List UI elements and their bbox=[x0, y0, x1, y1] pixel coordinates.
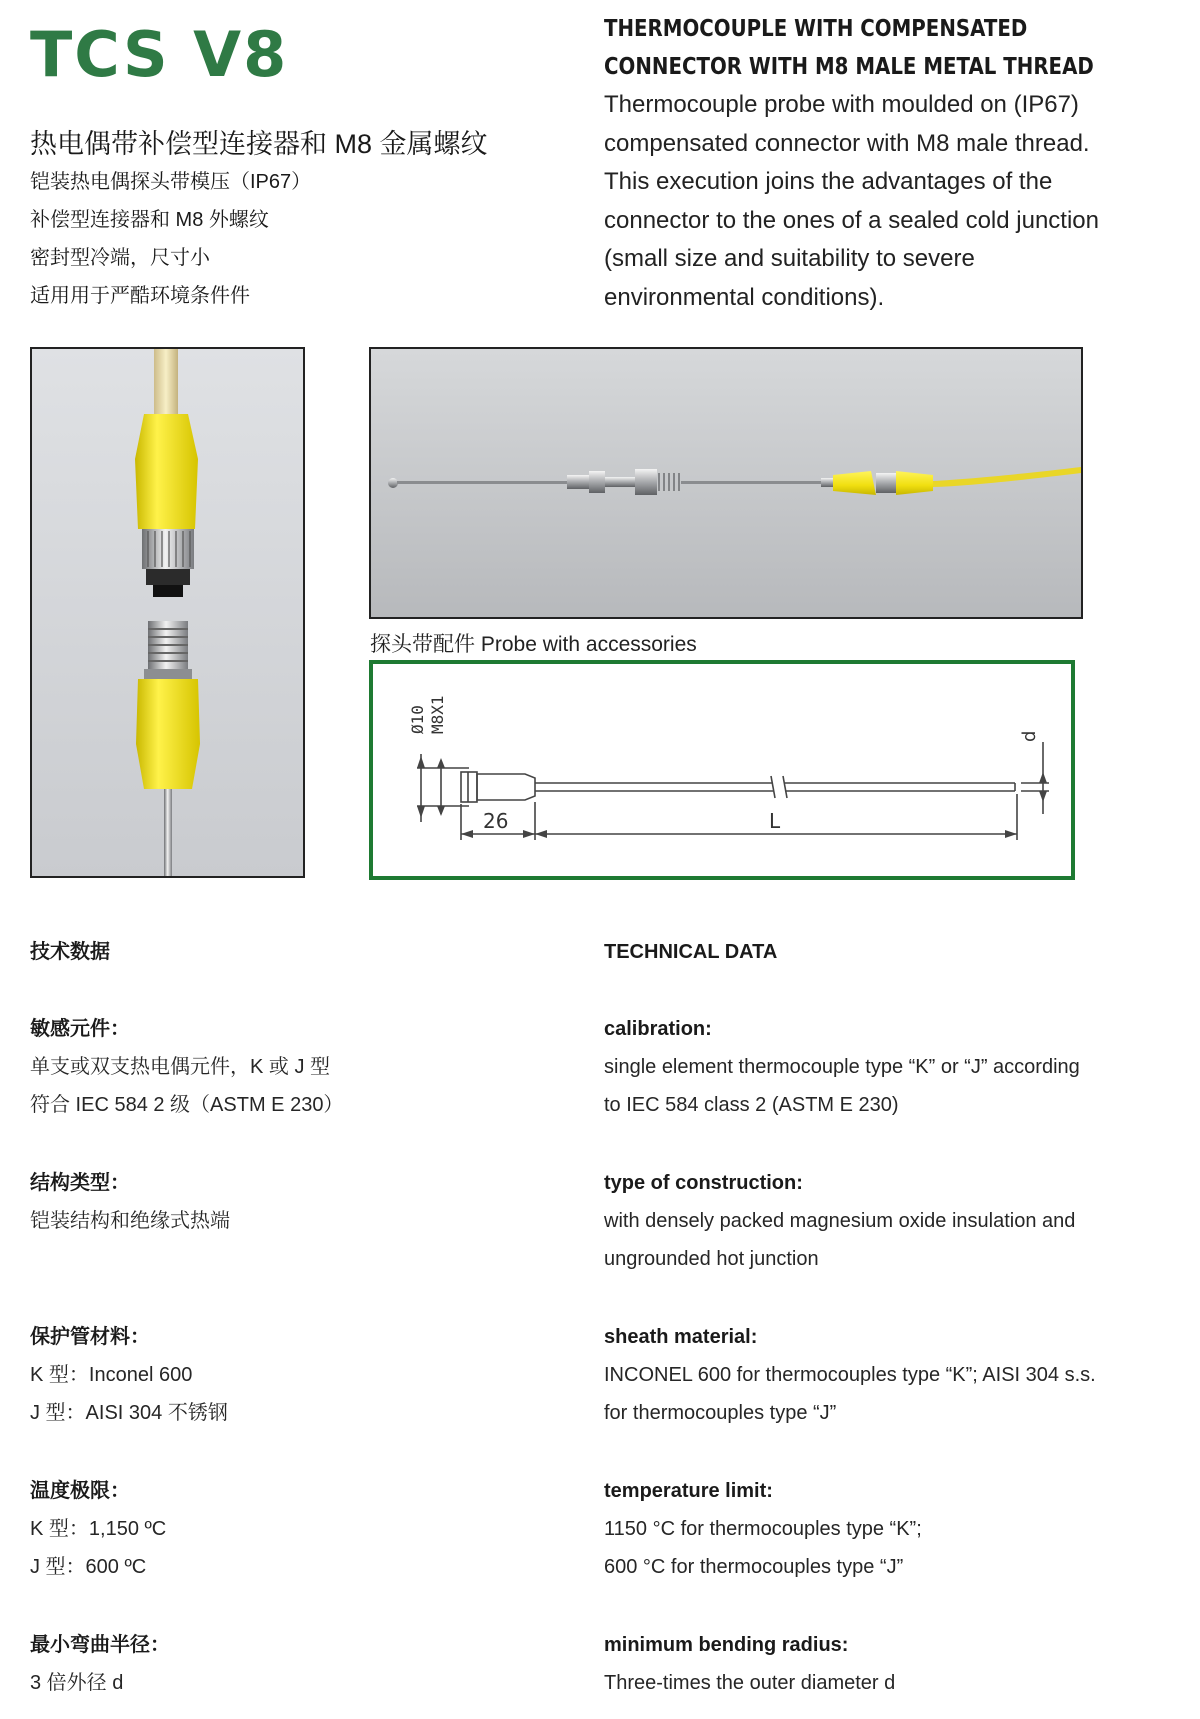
probe-full-photo bbox=[369, 347, 1083, 619]
product-title: TCS V8 bbox=[30, 18, 289, 91]
en-description-line: environmental conditions). bbox=[604, 283, 885, 311]
en-description bbox=[604, 86, 1184, 317]
spec-value: single element thermocouple type “K” or “J” according bbox=[604, 1056, 1080, 1078]
drawing-label-L: L bbox=[769, 809, 781, 833]
spec-label: 敏感元件： bbox=[30, 1018, 130, 1040]
spec-value: 符合 IEC 584 2 级（ASTM E 230） bbox=[30, 1094, 344, 1116]
spec-value: 单支或双支热电偶元件，K 或 J 型 bbox=[30, 1056, 331, 1078]
spec-value: to IEC 584 class 2 (ASTM E 230) bbox=[604, 1094, 899, 1116]
photo-caption: 探头带配件 Probe with accessories bbox=[370, 633, 697, 656]
cn-description-line: 铠装热电偶探头带模压（IP67） bbox=[30, 171, 312, 193]
spec-value: K 型：Inconel 600 bbox=[30, 1364, 193, 1386]
spec-label: minimum bending radius: bbox=[604, 1634, 849, 1656]
en-description-line: (small size and suitability to severe bbox=[604, 245, 975, 272]
cn-spec-temperature bbox=[30, 1472, 570, 1586]
connector-closeup-photo bbox=[30, 347, 305, 878]
cn-description-line: 密封型冷端，尺寸小 bbox=[30, 247, 210, 269]
en-technical-heading-text: TECHNICAL DATA bbox=[604, 941, 778, 963]
en-product-heading bbox=[604, 10, 1094, 86]
drawing-label-d: d bbox=[1019, 730, 1040, 742]
en-spec-calibration bbox=[604, 1010, 1184, 1124]
cn-description bbox=[30, 163, 311, 315]
cn-description-line: 适用用于严酷环境条件件 bbox=[30, 285, 250, 307]
spec-label: 温度极限： bbox=[30, 1480, 130, 1502]
en-spec-temperature bbox=[604, 1472, 1184, 1586]
spec-value: J 型：600 ºC bbox=[30, 1556, 147, 1578]
spec-value: ungrounded hot junction bbox=[604, 1248, 819, 1270]
spec-label: calibration: bbox=[604, 1018, 712, 1040]
spec-value: J 型：AISI 304 不锈钢 bbox=[30, 1402, 228, 1424]
cn-spec-sheath bbox=[30, 1318, 570, 1432]
spec-label: 结构类型： bbox=[30, 1172, 130, 1194]
spec-value: for thermocouples type “J” bbox=[604, 1402, 837, 1424]
en-description-line: connector to the ones of a sealed cold junction bbox=[604, 206, 1099, 234]
cn-product-subtitle: 热电偶带补偿型连接器和 M8 金属螺纹 bbox=[30, 129, 488, 159]
dimension-drawing bbox=[369, 660, 1075, 880]
spec-label: 保护管材料： bbox=[30, 1326, 150, 1348]
en-description-line: compensated connector with M8 male thread. bbox=[604, 129, 1090, 157]
cn-technical-heading bbox=[30, 933, 570, 971]
drawing-label-diameter: Ø10 bbox=[408, 705, 427, 734]
cn-description-line: 补偿型连接器和 M8 外螺纹 bbox=[30, 209, 269, 231]
cn-spec-construction bbox=[30, 1164, 570, 1240]
cn-technical-heading-text: 技术数据 bbox=[30, 941, 110, 963]
spec-label: sheath material: bbox=[604, 1326, 758, 1348]
en-heading-line: CONNECTOR WITH M8 MALE METAL THREAD bbox=[604, 54, 1094, 80]
drawing-label-26: 26 bbox=[483, 809, 509, 833]
spec-value: 600 °C for thermocouples type “J” bbox=[604, 1556, 904, 1578]
en-spec-construction bbox=[604, 1164, 1184, 1278]
spec-label: 最小弯曲半径： bbox=[30, 1634, 170, 1656]
en-description-line: This execution joins the advantages of the bbox=[604, 168, 1053, 195]
spec-value: Three-times the outer diameter d bbox=[604, 1672, 896, 1694]
drawing-label-thread: M8X1 bbox=[428, 695, 447, 734]
en-technical-heading bbox=[604, 933, 1184, 971]
en-description-line: Thermocouple probe with moulded on (IP67) bbox=[604, 91, 1079, 118]
spec-label: temperature limit: bbox=[604, 1480, 773, 1502]
spec-value: 铠装结构和绝缘式热端 bbox=[30, 1210, 230, 1232]
spec-value: INCONEL 600 for thermocouples type “K”; AISI 304 s.s. bbox=[604, 1364, 1096, 1386]
cn-spec-calibration bbox=[30, 1010, 570, 1124]
cn-spec-bending bbox=[30, 1626, 570, 1702]
en-heading-line: THERMOCOUPLE WITH COMPENSATED bbox=[604, 16, 1028, 42]
spec-value: with densely packed magnesium oxide insulation and bbox=[604, 1210, 1076, 1232]
spec-label: type of construction: bbox=[604, 1172, 803, 1194]
en-spec-bending bbox=[604, 1626, 1184, 1702]
en-spec-sheath bbox=[604, 1318, 1184, 1432]
spec-value: 1150 °C for thermocouples type “K”; bbox=[604, 1518, 922, 1540]
spec-value: 3 倍外径 d bbox=[30, 1672, 124, 1694]
spec-value: K 型：1,150 ºC bbox=[30, 1518, 167, 1540]
